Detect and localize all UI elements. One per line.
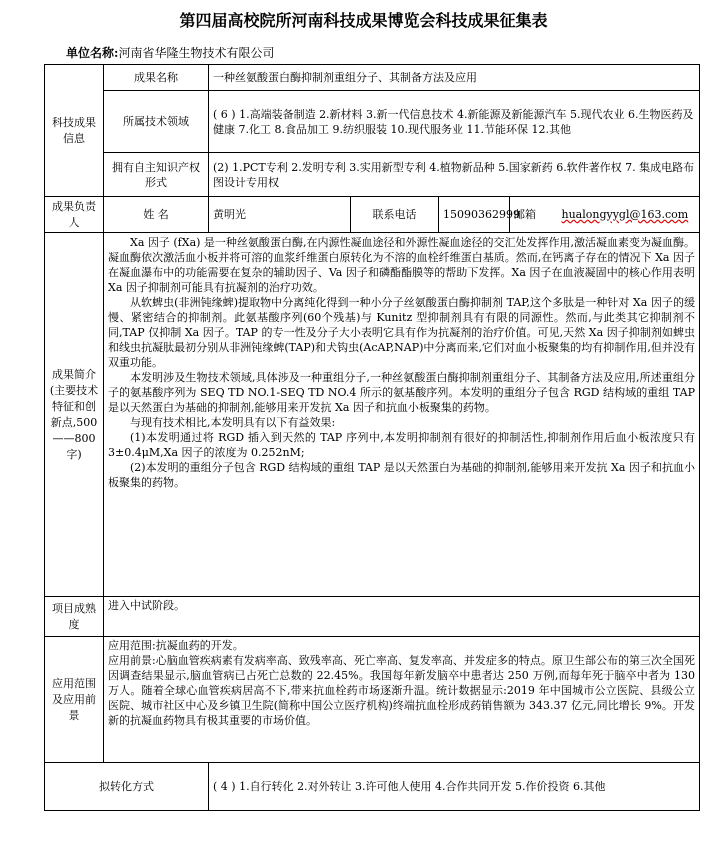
intro-paragraph-5: (1)本发明通过将 RGD 插入到天然的 TAP 序列中,本发明抑制剂有很好的抑制活性,抑制剂作用后血小板浓度只有 3±0.4μM,Xa 因子的浓度为 0.252nM; [108, 431, 695, 459]
intro-paragraph-1: Xa 因子 (fXa) 是一种丝氨酸蛋白酶,在内源性凝血途径和外源性凝血途径的交汇处发挥作用,激活凝血素变为凝血酶。凝血酶依次激活血小板并将可溶的血浆纤维蛋白原转化为不溶的血栓纤维蛋白基质。然而,在钙离子存在的情况下 Xa 因子在凝血瀑布中的功能需要在复杂的辅助因子、Va 因子和磷酯酯膜等的帮助下发挥。Xa 因子在血液凝固中的核心作用表明 Xa 因子抑制剂可能具有抗凝剂的治疗功效。 [108, 236, 695, 294]
intro-content [104, 233, 700, 597]
application-section-label: 应用范围及应用前景 [45, 637, 104, 763]
intro-paragraph-4: 与现有技术相比,本发明具有以下有益效果: [130, 416, 336, 429]
form-title: 第四届高校院所河南科技成果博览会科技成果征集表 [179, 11, 548, 30]
ip-form-value: (2) 1.PCT专利 2.发明专利 3.实用新型专利 4.植物新品种 5.国家新药 6.软件著作权 7. 集成电路布图设计专用权 [209, 153, 700, 197]
tech-field-value: ( 6 ) 1.高端装备制造 2.新材料 3.新一代信息技术 4.新能源及新能源汽车 5.现代农业 6.生物医药及健康 7.化工 8.食品加工 9.纺织服装 10.现代服务业 11.节能环保 12.其他 [209, 91, 700, 153]
unit-value: 河南省华隆生物技术有限公司 [118, 46, 275, 60]
phone-label: 联系电话 [351, 197, 439, 233]
intro-paragraph-3: 本发明涉及生物技术领域,具体涉及一种重组分子,一种丝氨酸蛋白酶抑制剂重组分子、其制备方法及应用,所述重组分子的氨基酸序列为 SEQ TD NO.1-SEQ TD NO.4 所示的氨基酸序列。本发明的重组分子包含 RGD 结构域的重组 TAP 是以天然蛋白为基础的抑制剂,能够用来开发抗 Xa 因子和抗血小板聚集的药物。 [108, 371, 695, 414]
maturity-value: 进入中试阶段。 [104, 597, 700, 637]
application-content [104, 637, 700, 763]
transfer-section-label: 拟转化方式 [45, 763, 209, 811]
phone-value: 15090362999 [439, 197, 510, 233]
person-section-label: 成果负责人 [45, 197, 104, 233]
email-cell [510, 197, 700, 233]
unit-name [66, 44, 274, 61]
email-value: hualongyygl@163.com [561, 208, 689, 221]
info-section-label: 科技成果信息 [45, 65, 104, 197]
transfer-value: ( 4 ) 1.自行转化 2.对外转让 3.许可他人使用 4.合作共同开发 5.作价投资 6.其他 [209, 763, 700, 811]
person-name-label: 姓 名 [104, 197, 209, 233]
application-prospect: 应用前景:心脑血管疾病素有发病率高、致残率高、死亡率高、复发率高、并发症多的特点。原卫生部公布的第三次全国死因调查结果显示,脑血管病已占死亡总数的 22.45%。我国每年新发脑卒中患者达 250 万例,而每年死于脑卒中者为 130 万人。随着全球心血管疾病居高不下,带来抗血栓药市场逐渐升温。统计数据显示:2019 年中国城市公立医院、县级公立医院、城市社区中心及乡镇卫生院(简称中国公立医疗机构)终端抗血栓形成药销售额为 343.37 亿元,同比增长 9%。开发新的抗凝血药物具有极其重要的市场价值。 [108, 654, 695, 727]
form-table [44, 64, 700, 811]
unit-label: 单位名称: [66, 46, 119, 60]
application-scope: 应用范围:抗凝血药的开发。 [108, 639, 244, 652]
intro-paragraph-2: 从软蜱虫(非洲钝缘蜱)提取物中分离纯化得到一种小分子丝氨酸蛋白酶抑制剂 TAP,这个多肽是一种针对 Xa 因子的缓慢、紧密结合的抑制剂。此氨基酸序列(60个残基)与 Kunitz 型抑制剂具有有限的同源性。然而,与此类其它抑制剂不同,TAP 仅抑制 Xa 因子。TAP 的专一性及分子大小表明它具有作为抗凝剂的治疗价值。可见,天然 Xa 因子抑制剂如蜱虫和线虫抗凝肽最初分别从非洲钝缘蜱(TAP)和犬钩虫(AcAP,NAP)中分离而来,它们对血小板聚集的均有抑制作用,但并没有双重功能。 [108, 296, 695, 369]
intro-paragraph-6: (2)本发明的重组分子包含 RGD 结构域的重组 TAP 是以天然蛋白为基础的抑制剂,能够用来开发抗 Xa 因子和抗血小板聚集的药物。 [108, 461, 695, 489]
maturity-section-label: 项目成熟度 [45, 597, 104, 637]
ip-form-label: 拥有自主知识产权形式 [104, 153, 209, 197]
email-label: 邮箱 [514, 208, 536, 221]
achievement-name-value: 一种丝氨酸蛋白酶抑制剂重组分子、其制备方法及应用 [209, 65, 700, 91]
intro-section-label: 成果简介(主要技术特征和创新点,500——800字) [45, 233, 104, 597]
achievement-name-label: 成果名称 [104, 65, 209, 91]
person-name-value: 黄明光 [209, 197, 351, 233]
tech-field-label: 所属技术领域 [104, 91, 209, 153]
